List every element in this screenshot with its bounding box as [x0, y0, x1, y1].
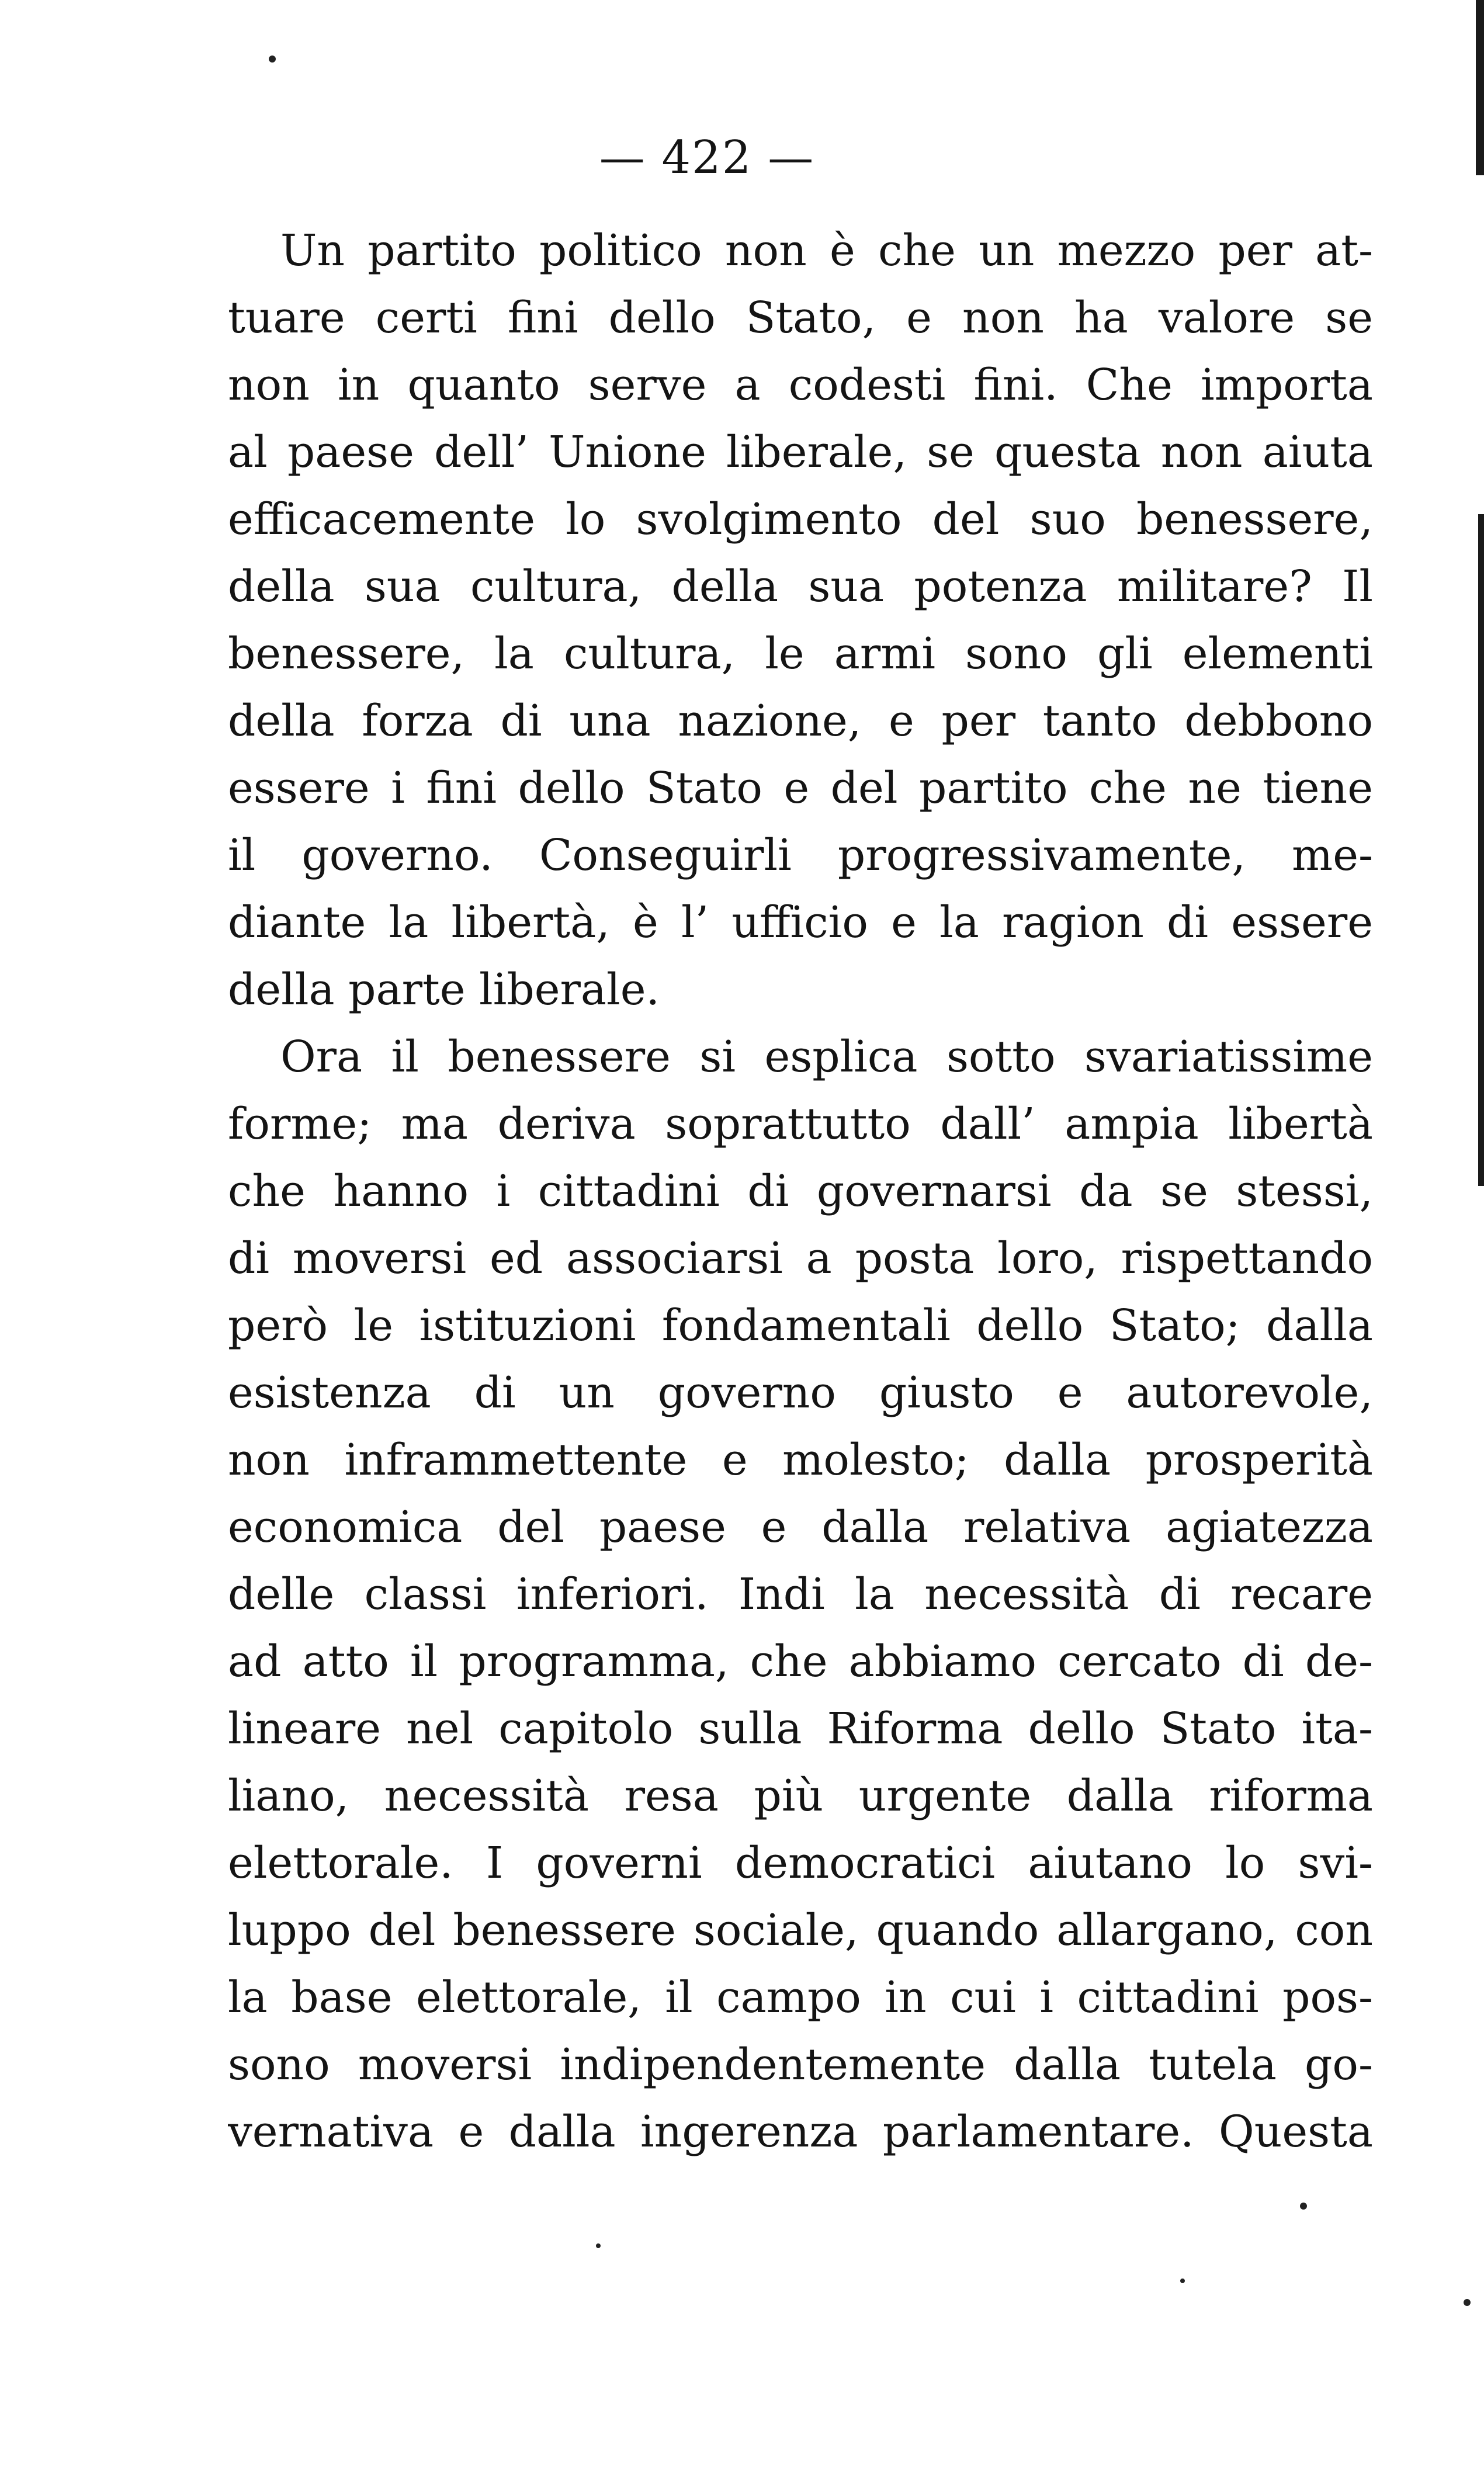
- ink-speck: [269, 56, 276, 63]
- text-line: delle classi inferiori. Indi la necessità di recare: [228, 1569, 1373, 1619]
- ink-speck: [1180, 2279, 1185, 2283]
- text-line: elettorale. I governi democratici aiutano lo svi-: [228, 1838, 1373, 1888]
- text-line: forme; ma deriva soprattutto dall’ ampia libertà: [228, 1099, 1373, 1149]
- body-text: [228, 217, 1373, 2166]
- text-line: Un partito politico non è che un mezzo per at-: [280, 226, 1373, 276]
- page-number: — 422 —: [599, 131, 815, 184]
- text-line: di moversi ed associarsi a posta loro, rispettando: [228, 1233, 1373, 1284]
- text-line: luppo del benessere sociale, quando allargano, con: [228, 1905, 1373, 1955]
- text-line: però le istituzioni fondamentali dello Stato; dalla: [228, 1301, 1373, 1351]
- text-line: non inframmettente e molesto; dalla prosperità: [228, 1435, 1373, 1485]
- ink-speck: [1464, 2299, 1471, 2306]
- text-line: la base elettorale, il campo in cui i cittadini pos-: [228, 1972, 1373, 2023]
- text-line: vernativa e dalla ingerenza parlamentare. Questa: [228, 2107, 1373, 2157]
- text-line: che hanno i cittadini di governarsi da se stessi,: [228, 1166, 1373, 1216]
- text-line: esistenza di un governo giusto e autorevole,: [228, 1368, 1373, 1418]
- text-line: essere i fini dello Stato e del partito che ne tiene: [228, 763, 1373, 813]
- text-line: il governo. Conseguirli progressivamente, me-: [228, 830, 1373, 880]
- text-line: benessere, la cultura, le armi sono gli elementi: [228, 629, 1373, 679]
- text-line: liano, necessità resa più urgente dalla riforma: [228, 1771, 1373, 1821]
- text-line: efficacemente lo svolgimento del suo benessere,: [228, 494, 1373, 545]
- text-line: lineare nel capitolo sulla Riforma dello Stato ita-: [228, 1704, 1373, 1754]
- ink-speck: [1300, 2203, 1307, 2210]
- text-line: tuare certi fini dello Stato, e non ha valore se: [228, 293, 1373, 343]
- page-edge-rule: [1476, 0, 1484, 175]
- text-line: non in quanto serve a codesti fini. Che importa: [228, 360, 1373, 410]
- text-line: della forza di una nazione, e per tanto debbono: [228, 696, 1373, 746]
- text-line: della sua cultura, della sua potenza militare? Il: [228, 561, 1373, 612]
- text-line: Ora il benessere si esplica sotto svariatissime: [280, 1032, 1373, 1082]
- text-line: sono moversi indipendentemente dalla tutela go-: [228, 2040, 1373, 2090]
- text-line: al paese dell’ Unione liberale, se questa non aiuta: [228, 427, 1373, 477]
- text-line: della parte liberale.: [228, 965, 660, 1015]
- ink-speck: [596, 2243, 601, 2248]
- text-line: economica del paese e dalla relativa agiatezza: [228, 1502, 1373, 1552]
- text-line: ad atto il programma, che abbiamo cercato di de-: [228, 1636, 1373, 1687]
- text-line: diante la libertà, è l’ ufficio e la ragion di essere: [228, 897, 1373, 948]
- page-edge-rule: [1478, 514, 1484, 1186]
